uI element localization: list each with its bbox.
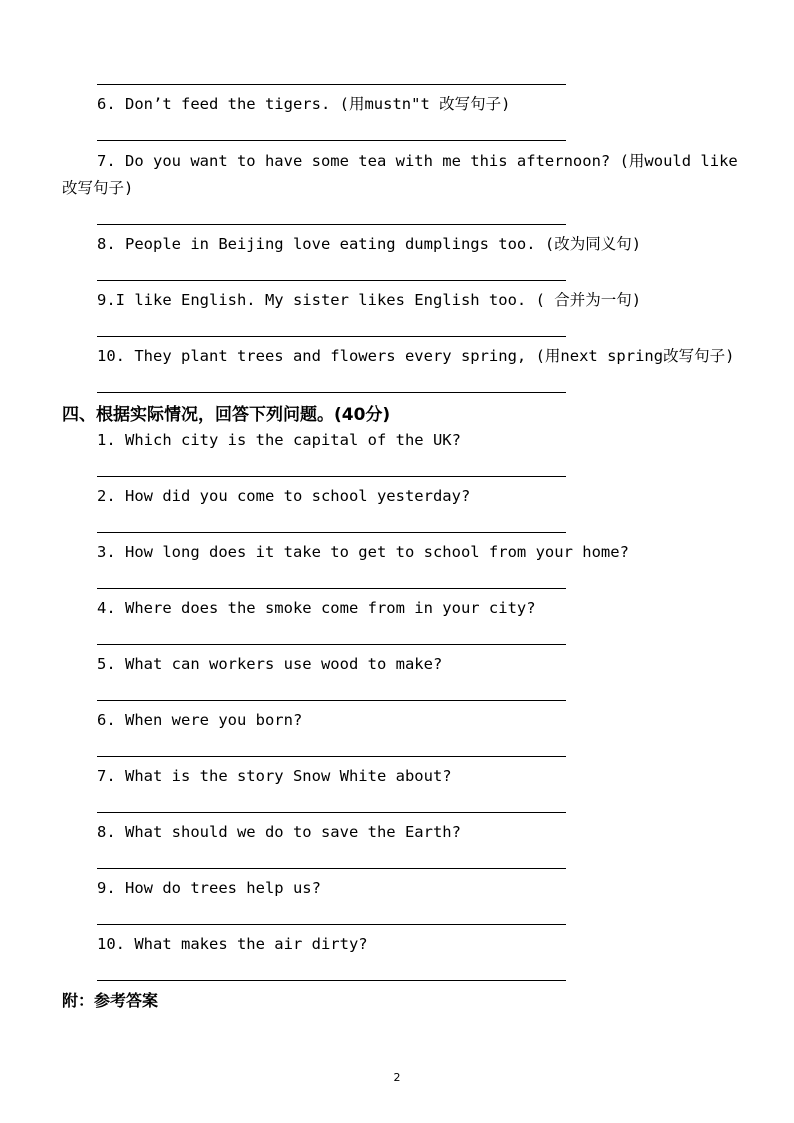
answer-question-1: 1. Which city is the capital of the UK? [97, 431, 461, 449]
rewrite-question-10: 10. They plant trees and flowers every spring, (用next spring改写句子) [97, 347, 735, 365]
rewrite-question-9: 9.I like English. My sister likes English too. ( 合并为一句) [97, 291, 642, 309]
answer-line[interactable] [97, 392, 566, 393]
answer-line[interactable] [97, 476, 566, 477]
section-title: 四、根据实际情况，回答下列问题。(40分) [62, 405, 391, 425]
answer-line[interactable] [97, 924, 566, 925]
answer-line[interactable] [97, 140, 566, 141]
answer-question-7: 7. What is the story Snow White about? [97, 767, 452, 785]
answer-question-9: 9. How do trees help us? [97, 879, 321, 897]
answer-question-5: 5. What can workers use wood to make? [97, 655, 443, 673]
answer-line[interactable] [97, 532, 566, 533]
answer-line[interactable] [97, 756, 566, 757]
appendix-label: 附：参考答案 [62, 991, 159, 1010]
page-number: 2 [393, 1071, 401, 1084]
answer-line[interactable] [97, 280, 566, 281]
answer-line[interactable] [97, 868, 566, 869]
answer-line[interactable] [97, 336, 566, 337]
answer-question-10: 10. What makes the air dirty? [97, 935, 368, 953]
answer-question-2: 2. How did you come to school yesterday? [97, 487, 471, 505]
answer-line[interactable] [97, 588, 566, 589]
answer-question-6: 6. When were you born? [97, 711, 303, 729]
answer-line[interactable] [97, 980, 566, 981]
answer-line[interactable] [97, 224, 566, 225]
answer-question-4: 4. Where does the smoke come from in your city? [97, 599, 536, 617]
answer-question-3: 3. How long does it take to get to school from your home? [97, 543, 629, 561]
answer-question-8: 8. What should we do to save the Earth? [97, 823, 461, 841]
rewrite-question-7: 7. Do you want to have some tea with me this afternoon? (用would like 改写句子) [62, 152, 738, 197]
answer-line[interactable] [97, 812, 566, 813]
answer-line[interactable] [97, 644, 566, 645]
answer-line[interactable] [97, 700, 566, 701]
answer-line[interactable] [97, 84, 566, 85]
rewrite-question-8: 8. People in Beijing love eating dumplings too. (改为同义句) [97, 235, 642, 253]
rewrite-question-6: 6. Don’t feed the tigers. (用mustn"t 改写句子) [97, 95, 511, 113]
